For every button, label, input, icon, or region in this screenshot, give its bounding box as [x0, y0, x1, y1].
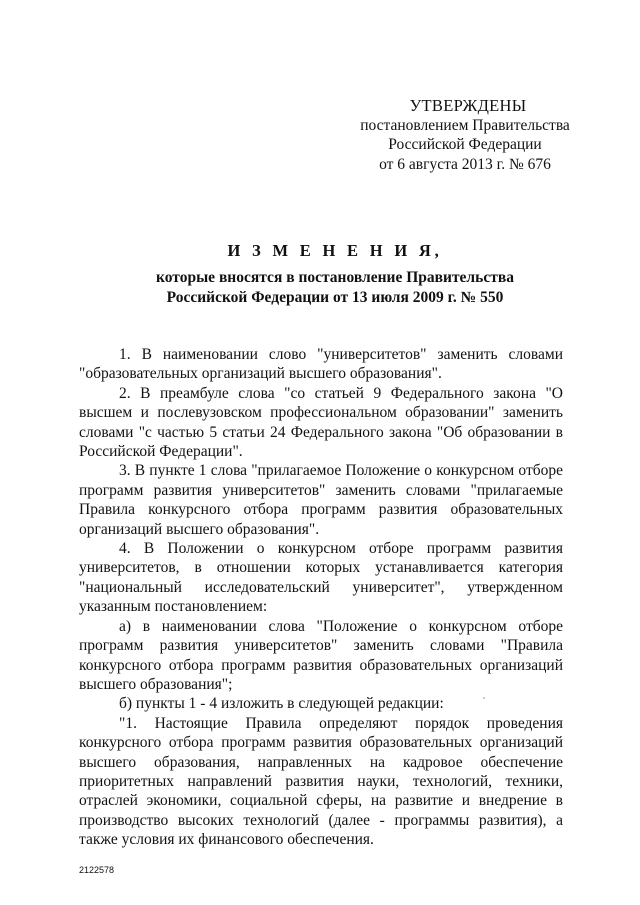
paragraph-1: 1. В наименовании слово "университетов" заменить словами "образовательных организаций высшего образования".: [79, 346, 563, 383]
approval-line-2: Российской Федерации: [388, 136, 542, 153]
paragraph-quoted-1: "1. Настоящие Правила определяют порядок проведения конкурсного отбора программ развития образовательных организаций высшего образования, направленных на кадровое обеспечение приоритетных направлений развития науки, технологий, техники, отраслей экономики, социальной сферы, на развитие и внедрение в производство высоких технологий (далее - программы развития), а также условия их финансового обеспечения.: [79, 714, 563, 849]
paragraph-2: 2. В преамбуле слова "со статьей 9 Федерального закона "О высшем и послевузовском профессиональном образовании" заменить словами "с частью 5 статьи 24 Федерального закона "Об образовании в Российской Федерации".: [79, 384, 563, 461]
paragraph-4: 4. В Положении о конкурсном отборе программ развития университетов, в отношении которых устанавливается категория "национальный исследовательский университет", утвержденном указанным постановлением:: [79, 540, 563, 616]
document-heading: [80, 240, 590, 308]
approval-heading: УТВЕРЖДЕНЫ: [409, 96, 527, 115]
approval-line-3: от 6 августа 2013 г. № 676: [379, 155, 551, 173]
subtitle-line-2: Российской Федерации от 13 июля 2009 г. № 550: [166, 289, 504, 306]
paragraph-4a: а) в наименовании слова "Положение о конкурсном отборе программ развития университетов" заменить словами "Правила конкурсного отбора программ развития образовательных организаций высшего образования";: [79, 617, 563, 693]
approval-stamp: [330, 96, 600, 174]
document-title: И З М Е Н Е Н И Я,: [227, 241, 443, 260]
document-body: [79, 345, 563, 850]
subtitle-line-1: которые вносятся в постановление Правительства: [156, 269, 514, 286]
paragraph-3: 3. В пункте 1 слова "прилагаемое Положение о конкурсном отборе программ развития университетов" заменить словами "прилагаемые Правила конкурсного отбора программ развития образовательных организаций высшего образования".: [79, 462, 563, 538]
paragraph-4b: б) пункты 1 - 4 изложить в следующей редакции:: [119, 695, 444, 713]
document-number: 2122578: [79, 865, 115, 875]
document-subtitle: [80, 268, 590, 308]
scan-speck: [483, 697, 485, 699]
approval-line-1: постановлением Правительства: [360, 116, 570, 134]
